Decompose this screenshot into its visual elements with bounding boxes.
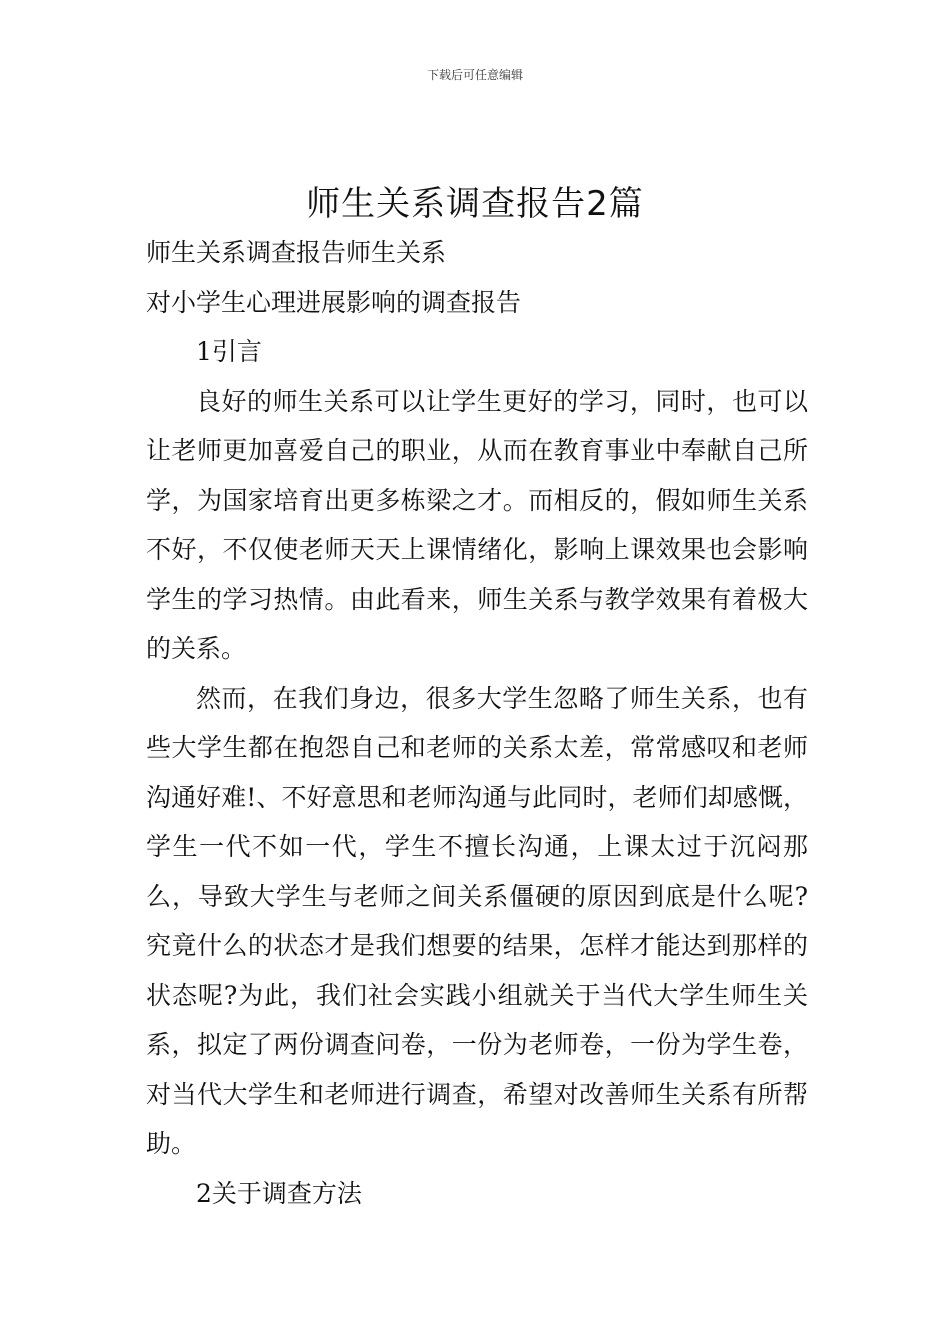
subtitle-line-2: 对小学生心理进展影响的调查报告 (146, 287, 522, 317)
document-body (146, 228, 808, 1218)
paragraph-1: 良好的师生关系可以让学生更好的学习，同时，也可以让老师更加喜爱自己的职业，从而在教育事业中奉献自己所学，为国家培育出更多栋梁之才。而相反的，假如师生关系不好，不仅使老师天天上课情绪化，影响上课效果也会影响学生的学习热情。由此看来，师生关系与教学效果有着极大的关系。 (146, 386, 808, 663)
subtitle-line-1: 师生关系调查报告师生关系 (146, 238, 447, 267)
header-note: 下载后可任意编辑 (426, 68, 523, 82)
document-title: 师生关系调查报告2篇 (306, 184, 644, 224)
section-heading-survey-method: 2关于调查方法 (196, 1178, 362, 1208)
paragraph-2: 然而，在我们身边，很多大学生忽略了师生关系，也有些大学生都在抱怨自己和老师的关系太差，常常感叹和老师沟通好难!、不好意思和老师沟通与此同时，老师们却感慨，学生一代不如一代，学生不擅长沟通，上课太过于沉闷那么，导致大学生与老师之间关系僵硬的原因到底是什么呢?究竟什么的状态才是我们想要的结果，怎样才能达到那样的状态呢?为此，我们社会实践小组就关于当代大学生师生关系，拟定了两份调查问卷，一份为老师卷，一份为学生卷，对当代大学生和老师进行调查，希望对改善师生关系有所帮助。 (146, 683, 808, 1158)
section-heading-introduction: 1引言 (196, 337, 262, 366)
